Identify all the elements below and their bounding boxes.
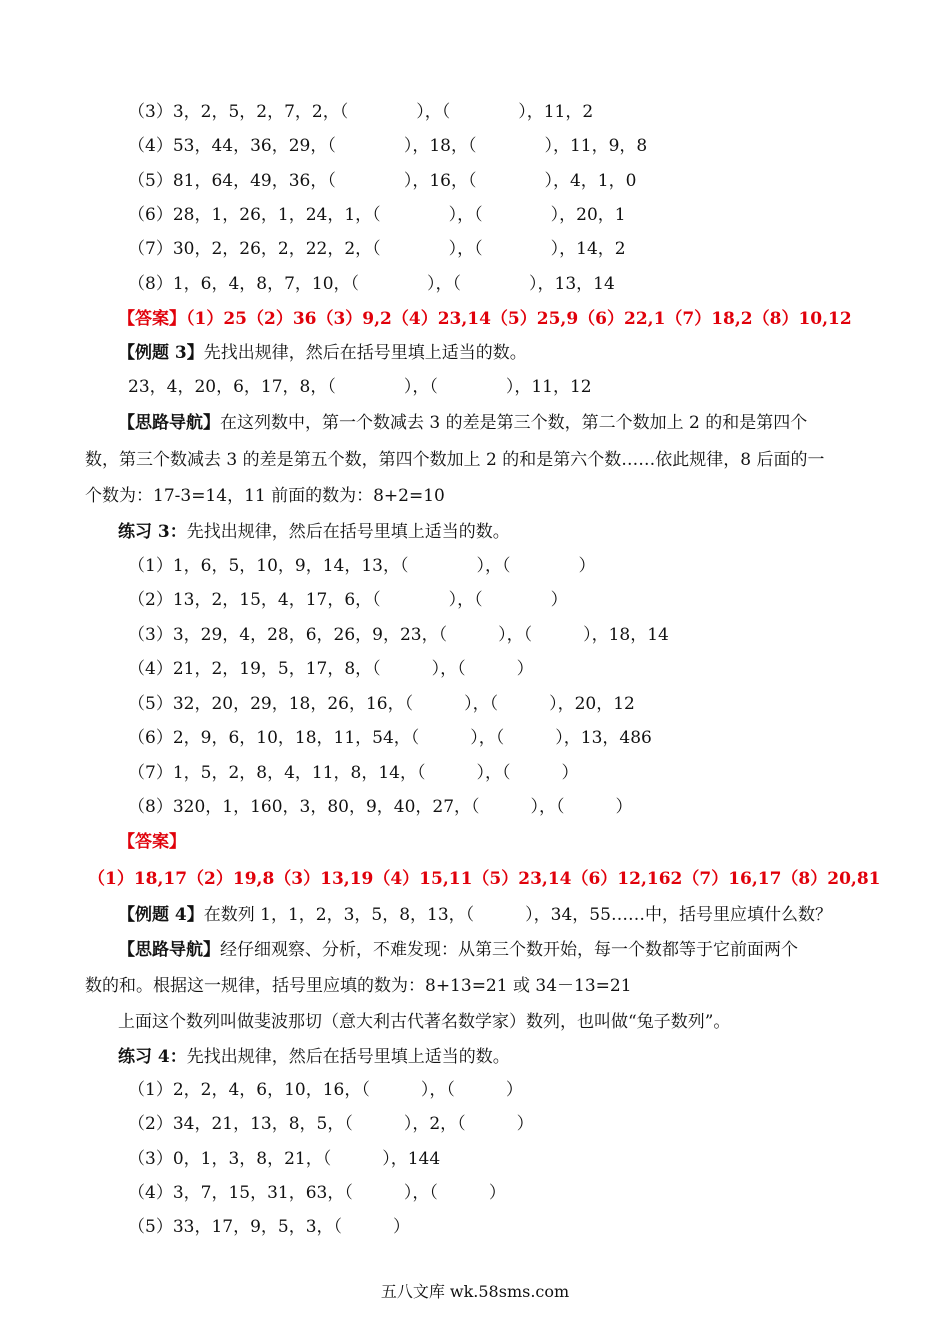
answer3-text: （1）18,17（2）19,8（3）13,19（4）15,11（5）23,14（6）12,162（7）16,17（8）20,81 <box>88 869 881 889</box>
exercise3-item-4: （4）21，2，19，5，17，8，（ ），（ ） <box>128 659 534 679</box>
guide3-line2: 数，第三个数减去 3 的差是第五个数，第四个数加上 2 的和是第六个数……依此规律，8 后面的一 <box>85 450 825 470</box>
guide3-text1: 在这列数中，第一个数减去 3 的差是第三个数，第二个数加上 2 的和是第四个 <box>220 413 808 433</box>
exercise2-item-4: （4）53，44，36，29，（ ），18，（ ），11，9，8 <box>128 136 648 156</box>
exercise4-label: 练习 4： <box>118 1047 187 1067</box>
guide4-line2: 数的和。根据这一规律，括号里应填的数为：8+13=21 或 34－13=21 <box>85 976 632 996</box>
exercise4-item-5: （5）33，17，9，5，3，（ ） <box>128 1217 411 1237</box>
exercise3-text: 先找出规律，然后在括号里填上适当的数。 <box>186 522 510 542</box>
exercise3-heading <box>118 521 510 543</box>
guide3-label: 【思路导航】 <box>118 413 220 433</box>
answer3-label: 【答案】 <box>118 832 186 852</box>
guide4-line1 <box>118 939 798 961</box>
exercise4-text: 先找出规律，然后在括号里填上适当的数。 <box>186 1047 510 1067</box>
example3-heading <box>118 342 527 364</box>
example4-label: 【例题 4】 <box>118 905 204 925</box>
exercise4-item-4: （4）3，7，15，31，63，（ ），（ ） <box>128 1183 506 1203</box>
exercise3-item-1: （1）1，6，5，10，9，14，13，（ ），（ ） <box>128 556 596 576</box>
answer2-label: 【答案】 <box>118 309 186 329</box>
exercise3-item-2: （2）13，2，15，4，17，6，（ ），（ ） <box>128 590 568 610</box>
guide4-label: 【思路导航】 <box>118 940 220 960</box>
example3-sequence: 23，4，20，6，17，8，（ ），（ ），11，12 <box>128 377 592 397</box>
guide3-line1 <box>118 412 807 434</box>
footer-watermark: 五八文库 wk.58sms.com <box>380 1282 570 1301</box>
exercise3-item-6: （6）2，9，6，10，18，11，54，（ ），（ ），13，486 <box>128 728 652 748</box>
guide3-line3: 个数为：17-3=14，11 前面的数为：8+2=10 <box>85 486 445 506</box>
example4-text: 在数列 1，1，2，3，5，8，13，（ ），34，55……中，括号里应填什么数？ <box>203 905 832 925</box>
guide4-text1: 经仔细观察、分析，不难发现：从第三个数开始，每一个数都等于它前面两个 <box>220 940 798 960</box>
exercise4-item-1: （1）2，2，4，6，10，16，（ ），（ ） <box>128 1080 523 1100</box>
exercise2-item-3: （3）3，2，5，2，7，2，（ ），（ ），11，2 <box>128 102 594 122</box>
answer2-text: （1）25（2）36（3）9,2（4）23,14（5）25,9（6）22,1（7）18,2（8）10,12 <box>186 309 852 329</box>
answer2-line <box>118 308 852 330</box>
exercise2-item-5: （5）81，64，49，36，（ ），16，（ ），4，1，0 <box>128 171 637 191</box>
exercise3-item-7: （7）1，5，2，8，4，11，8，14，（ ），（ ） <box>128 763 579 783</box>
example4-heading <box>118 904 832 926</box>
exercise2-item-6: （6）28，1，26，1，24，1，（ ），（ ），20，1 <box>128 205 626 225</box>
exercise4-heading <box>118 1046 510 1068</box>
example3-label: 【例题 3】 <box>118 343 204 363</box>
exercise4-item-3: （3）0，1，3，8，21，（ ），144 <box>128 1149 441 1169</box>
fibonacci-note: 上面这个数列叫做斐波那切（意大利古代著名数学家）数列，也叫做“兔子数列”。 <box>118 1012 731 1032</box>
exercise2-item-7: （7）30，2，26，2，22，2，（ ），（ ），14，2 <box>128 239 626 259</box>
exercise2-item-8: （8）1，6，4，8，7，10，（ ），（ ），13，14 <box>128 274 615 294</box>
exercise3-item-8: （8）320，1，160，3，80，9，40，27，（ ），（ ） <box>128 797 633 817</box>
exercise3-label: 练习 3： <box>118 522 187 542</box>
exercise3-item-5: （5）32，20，29，18，26，16，（ ），（ ），20，12 <box>128 694 635 714</box>
exercise3-item-3: （3）3，29，4，28，6，26，9，23，（ ），（ ），18，14 <box>128 625 669 645</box>
exercise4-item-2: （2）34，21，13，8，5，（ ），2，（ ） <box>128 1114 534 1134</box>
example3-text: 先找出规律，然后在括号里填上适当的数。 <box>203 343 527 363</box>
